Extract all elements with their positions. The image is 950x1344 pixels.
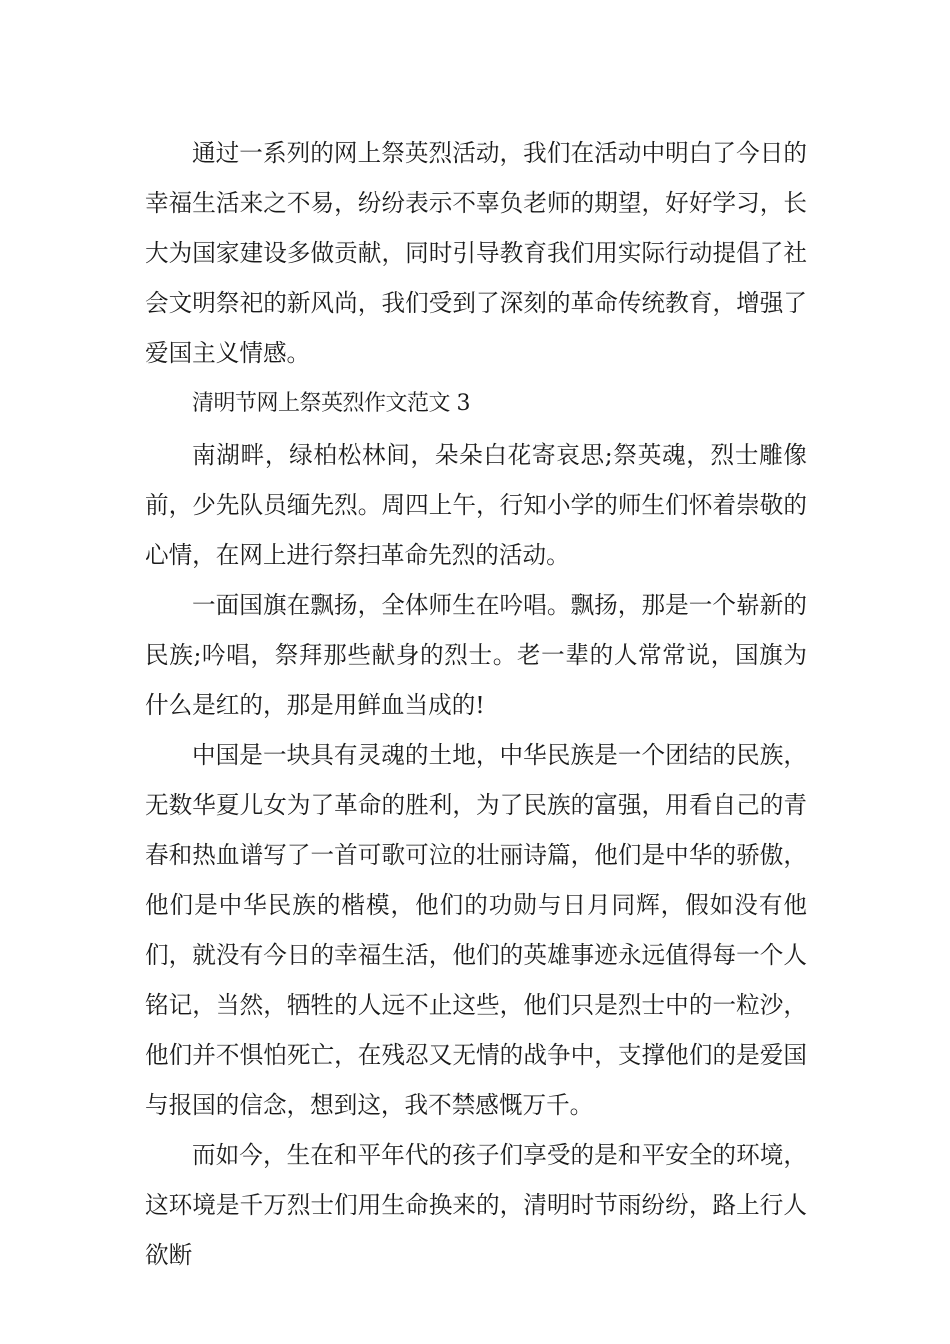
paragraph-activity-summary: 通过一系列的网上祭英烈活动，我们在活动中明白了今日的幸福生活来之不易，纷纷表示不辜负老师的期望，好好学习，长大为国家建设多做贡献，同时引导教育我们用实际行动提倡了社会文明祭祀的新风尚，我们受到了深刻的革命传统教育，增强了爱国主义情感。	[145, 139, 807, 367]
paragraph-today: 而如今，生在和平年代的孩子们享受的是和平安全的环境，这环境是千万烈士们用生命换来的，清明时节雨纷纷，路上行人欲断	[145, 1141, 807, 1269]
paragraph-china: 中国是一块具有灵魂的土地，中华民族是一个团结的民族，无数华夏儿女为了革命的胜利，为了民族的富强，用看自己的青春和热血谱写了一首可歌可泣的壮丽诗篇，他们是中华的骄傲，他们是中华民族的楷模，他们的功勋与日月同辉，假如没有他们，就没有今日的幸福生活，他们的英雄事迹永远值得每一个人铭记，当然，牺牲的人远不止这些，他们只是烈士中的一粒沙，他们并不惧怕死亡，在残忍又无情的战争中，支撑他们的是爱国与报国的信念，想到这，我不禁感慨万千。	[145, 741, 807, 1119]
paragraph-nanhu: 南湖畔，绿柏松林间，朵朵白花寄哀思;祭英魂，烈士雕像前，少先队员缅先烈。周四上午，行知小学的师生们怀着崇敬的心情，在网上进行祭扫革命先烈的活动。	[145, 441, 807, 569]
paragraph-flag: 一面国旗在飘扬，全体师生在吟唱。飘扬，那是一个崭新的民族;吟唱，祭拜那些献身的烈士。老一辈的人常常说，国旗为什么是红的，那是用鲜血当成的!	[145, 591, 807, 719]
document-page	[145, 128, 807, 1280]
section-heading: 清明节网上祭英烈作文范文 3	[192, 391, 470, 416]
